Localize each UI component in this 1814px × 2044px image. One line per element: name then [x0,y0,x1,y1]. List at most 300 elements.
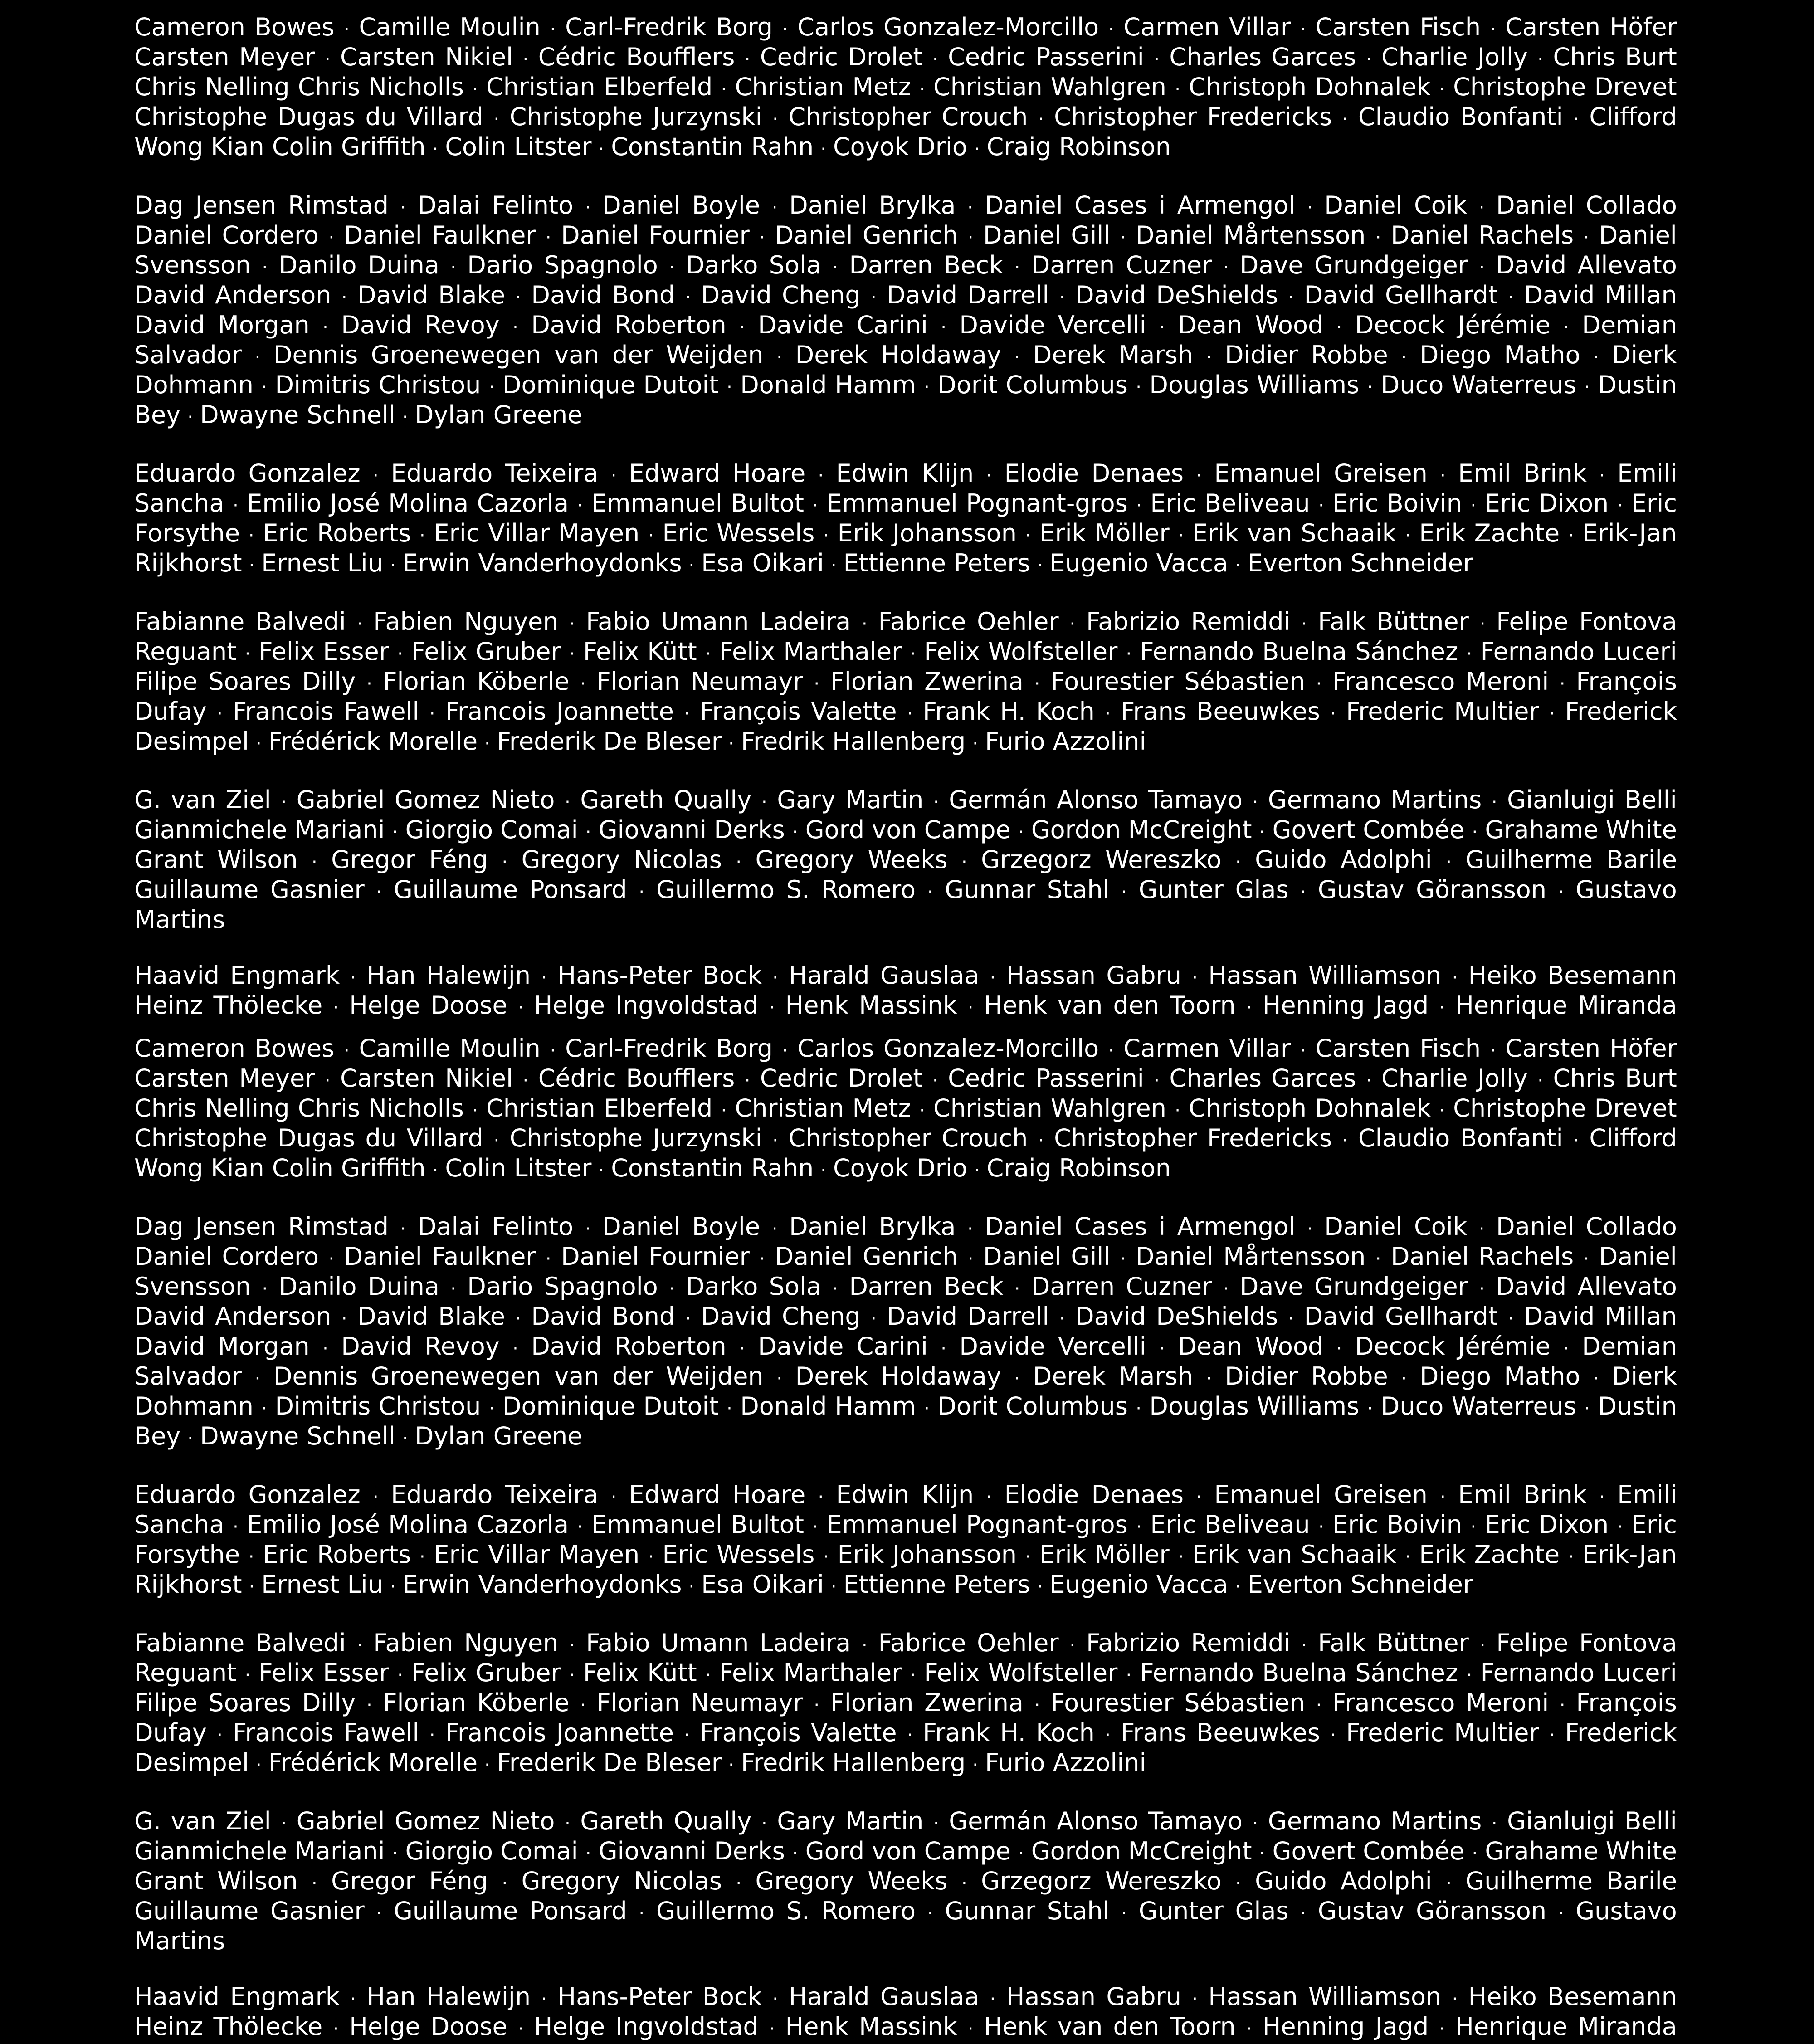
contributor-name-part: Eric [434,519,480,547]
contributor-name: Fredrik Hallenberg [741,727,966,756]
contributor-name-part: Collado [1585,1212,1677,1241]
separator-dot: · [1300,19,1306,40]
contributor-name-part: Besemann [1547,1982,1677,2011]
credit-line [134,875,1677,905]
contributor-name-part: Oehler [977,607,1059,636]
separator-dot: · [1025,525,1031,546]
contributor-name-part: Gabriel [296,785,385,814]
separator-dot: · [1508,1308,1514,1329]
contributor-name-part: Joannette [556,1718,674,1747]
contributor-name-part: Nieto [490,785,555,814]
contributor-name-part: Henrique [1455,991,1568,1020]
separator-dot: · [1154,1070,1160,1091]
contributor-name-part: Hassan [1006,961,1096,990]
contributor-name-part: S. [786,1897,810,1925]
contributor-name-part: H. [1000,1718,1026,1747]
contributor-name-part: Marthaler [783,1659,902,1687]
contributor-name-part: Hoare [732,1480,806,1509]
contributor-name-part: Boivin [1386,489,1463,517]
contributor-name-part: Fourestier [1051,667,1174,696]
contributor-name-part: Germán [949,785,1047,814]
contributor-name-part: Christopher [788,1124,931,1152]
separator-dot: · [823,1546,829,1567]
contributor-name-part: Giorgio [405,1837,493,1865]
separator-dot: · [397,644,403,664]
contributor-name-part: Borg [716,13,773,41]
contributor-name-part: Columbus [1005,1392,1128,1420]
contributor-name-part: Matho [1504,341,1580,369]
contributor-name-part: Brylka [878,191,956,220]
contributor-name-part: Emmanuel [591,1510,722,1539]
contributor-name: Dwayne Schnell [200,1422,396,1450]
contributor-name-part: Erik [1419,519,1466,547]
separator-dot: · [974,1160,980,1181]
contributor-name-part: Dean [1178,311,1243,339]
separator-dot: · [639,1903,645,1924]
contributor-name-part: Mayen [558,519,640,547]
contributor-name-part: Blake [438,1302,505,1331]
credit-line [134,518,1677,548]
contributor-name-part: Möller [1094,1540,1170,1569]
separator-dot: · [565,792,571,813]
contributor-name-part: Darren [849,1272,933,1301]
credits-block-d [134,1212,1677,1451]
separator-dot: · [261,1398,268,1419]
separator-dot: · [254,347,261,368]
contributor-name-part: Grant [134,845,204,874]
contributor-name-part: Dohnalek [1315,73,1431,101]
contributor-name-part: Carsten [134,43,229,71]
separator-dot: · [1288,287,1294,308]
separator-dot: · [1246,997,1252,1018]
contributor-name-part: Groenewegen [371,341,541,369]
contributor-name-part: Göransson [1416,1897,1547,1925]
contributor-name-part: Fabien [373,607,454,636]
contributor-name-part: Jurzynski [653,102,762,131]
contributor-name-part: Derek [1033,1362,1106,1390]
contributor-name-part: Erik [1192,519,1239,547]
separator-dot: · [967,227,974,248]
separator-dot: · [727,1398,732,1419]
contributor-name-part: Derek [1033,341,1106,369]
separator-dot: · [1452,1989,1458,2010]
contributor-name-part: Gregor [331,1867,415,1895]
credit-line [134,132,1677,162]
contributor-name-part: Henk [984,991,1047,1020]
separator-dot: · [350,967,356,988]
contributor-name-part: Burt [1625,1064,1677,1093]
separator-dot: · [941,1338,947,1359]
contributor-name-part: Cordero [222,1242,319,1271]
separator-dot: · [1105,703,1111,724]
contributor-name-part: David [1496,1272,1567,1301]
contributor-name-part: Carl-Fredrik [565,1034,707,1063]
contributor-name-part: Stahl [1047,1897,1110,1925]
separator-dot: · [924,1398,930,1419]
contributor-name-part: Gregory [755,1867,854,1895]
contributor-name-part: Govert [1272,815,1356,844]
contributor-name-part: Greisen [1334,1480,1428,1509]
contributor-name-part: Christou [378,1392,481,1420]
separator-dot: · [771,197,778,218]
contributor-name-part: Douglas [1149,1392,1249,1420]
separator-dot: · [585,1219,591,1239]
contributor-name-part: Hans-Peter [557,961,692,990]
separator-dot: · [1288,1308,1294,1329]
contributor-name-part: Esser [323,637,389,666]
contributor-name-part: Daniel [1324,191,1403,220]
credit-line [134,815,1677,845]
contributor-name-part: Boyle [692,1212,761,1241]
contributor-name-part: Dimitris [275,371,371,399]
contributor-name-part: Haavid [134,961,220,990]
separator-dot: · [1573,1130,1579,1151]
separator-dot: · [585,1843,591,1864]
separator-dot: · [1491,1813,1497,1834]
contributor-name-part: der [612,1362,653,1390]
contributor-name-part: Dave [1239,1272,1303,1301]
separator-dot: · [341,287,347,308]
separator-dot: · [1404,1546,1411,1567]
contributor-name-part: Donald [740,1392,827,1420]
contributor-name-part: Bond [612,281,675,309]
contributor-name-part: Wood [1255,311,1324,339]
separator-dot: · [1537,49,1544,70]
credits-block-h [134,1982,1677,2042]
contributor-name-part: Florian [596,667,680,696]
contributor-name-part: Didier [1224,1362,1298,1390]
separator-dot: · [610,1487,617,1507]
contributor-name-part: Diego [1419,1362,1491,1390]
contributor-name-part: Comai [500,815,578,844]
contributor-name-part: Sébastien [1184,667,1305,696]
separator-dot: · [256,733,262,754]
separator-dot: · [1439,2019,1445,2039]
separator-dot: · [577,495,583,516]
contributor-name-part: Daniel [561,1242,639,1271]
separator-dot: · [818,465,824,486]
separator-dot: · [569,1635,575,1656]
contributor-name-part: Dustin [1598,371,1677,399]
separator-dot: · [910,644,916,664]
separator-dot: · [493,1130,500,1151]
separator-dot: · [1316,1695,1322,1716]
contributor-name-part: Claudio [1358,1124,1450,1152]
contributor-name-part: Barile [1606,1867,1677,1895]
separator-dot: · [322,1338,328,1359]
contributor-name-part: Wahlgren [1050,73,1166,101]
separator-dot: · [1599,1487,1605,1507]
separator-dot: · [759,1249,765,1269]
contributor-name: Bey [134,400,181,429]
separator-dot: · [792,1843,798,1864]
contributor-name-part: Christou [378,371,481,399]
contributor-name-part: Gianmichele [134,1837,288,1865]
contributor-name-part: Neumayr [690,1688,803,1717]
separator-dot: · [727,377,732,398]
contributor-name-part: Nikiel [445,43,513,71]
contributor-name-part: Spagnolo [544,251,658,279]
separator-dot: · [728,733,734,754]
contributor-name-part: Fawell [343,697,419,726]
contributor-name: Frédérick Morelle [268,727,478,756]
contributor-name-part: Jolly [1477,1064,1528,1093]
credit-line [134,370,1677,400]
separator-dot: · [1593,1368,1599,1389]
separator-dot: · [1330,1725,1336,1746]
credit-line [134,548,1677,578]
contributor-name-part: Dennis [273,1362,358,1390]
separator-dot: · [356,614,363,634]
contributor-name-part: Boivin [1386,1510,1463,1539]
contributor-name-part: van [1058,2012,1103,2041]
contributor-name-part: Jérémie [1458,1332,1551,1361]
contributor-name-part: Salvador [134,1362,242,1390]
contributor-name-part: DeShields [1156,1302,1278,1331]
contributor-name-part: Beck [944,1272,1004,1301]
contributor-name-part: Dixon [1539,1510,1609,1539]
contributor-name: Frederik De Bleser [497,727,722,756]
separator-dot: · [961,1873,967,1894]
credits-section [134,12,1677,1020]
contributor-name: Martins [134,905,225,934]
contributor-name-part: Beeuwkes [1196,697,1320,726]
contributor-name-part: Ziel [225,1807,271,1835]
separator-dot: · [721,1100,727,1121]
separator-dot: · [580,673,586,694]
contributor-name-part: Dominique [502,1392,636,1420]
contributor-name-part: Dean [1178,1332,1243,1361]
contributor-name-part: David [887,281,958,309]
contributor-name-part: Gabru [1106,1982,1181,2011]
separator-dot: · [333,2019,339,2039]
contributor-name-part: Halewijn [426,1982,531,2011]
contributor-name-part: Christoph [1189,73,1307,101]
contributor-name-part: Germán [949,1807,1047,1835]
contributor-name-part: Carsten [1315,13,1411,41]
contributor-name-part: Charlie [1381,43,1468,71]
credit-line [134,1628,1677,1658]
separator-dot: · [261,377,268,398]
contributor-name-part: Sancha [134,489,224,517]
contributor-name-part: Carl-Fredrik [565,13,707,41]
contributor-name-part: Haavid [134,1982,220,2011]
contributor-name-part: Jolly [1477,43,1528,71]
contributor-name-part: Daniel [775,221,853,249]
separator-dot: · [685,287,691,308]
contributor-name-part: Henrique [1455,2012,1568,2041]
contributor-name-part: Beck [944,251,1004,279]
contributor-name-part: Emili [1617,1480,1677,1509]
contributor-name-part: Christopher [1054,1124,1197,1152]
contributor-name-part: Gustav [1317,875,1404,904]
contributor-name-part: Boufflers [626,43,735,71]
contributor-name-part: David [134,1302,205,1331]
separator-dot: · [610,465,617,486]
contributor-name-part: Matho [1504,1362,1580,1390]
contributor-name-part: Meroni [1466,1688,1549,1717]
contributor-name-part: Grzegorz [981,845,1092,874]
contributor-name-part: Chris [297,1094,361,1122]
contributor-name-part: David [531,281,602,309]
contributor-name-part: Koch [1036,697,1095,726]
contributor-name-part: Felix [583,1659,639,1687]
contributor-name-part: Felix [924,1659,980,1687]
contributor-name-part: Massink [859,2012,957,2041]
contributor-name-part: Helge [349,2012,420,2041]
contributor-name-part: Eric [263,519,309,547]
contributor-name-part: Eduardo [134,459,236,488]
credits-block-c [134,12,1677,162]
contributor-name-part: Alonso [1057,785,1139,814]
separator-dot: · [776,347,782,368]
contributor-name-part: Daniel [1496,191,1575,220]
contributor-name-part: Kütt [647,637,697,666]
separator-dot: · [512,317,518,338]
contributor-name-part: François [1576,667,1677,696]
contributor-name: Coyok Drio [833,1154,967,1182]
contributor-name-part: Eric [1484,489,1531,517]
contributor-name-part: Camille [359,13,451,41]
contributor-name-part: Elodie [1004,1480,1079,1509]
separator-dot: · [862,1635,868,1656]
contributor-name-part: Cheng [782,281,861,309]
separator-dot: · [1159,1338,1165,1359]
contributor-name-part: Anderson [215,281,332,309]
contributor-name-part: François [700,1718,801,1747]
contributor-name-part: Florian [596,1688,680,1717]
contributor-name-part: Gareth [580,785,664,814]
credit-line [134,1540,1677,1570]
contributor-name-part: Darren [1031,1272,1115,1301]
contributor-name-part: Nelling [205,73,290,101]
contributor-name-part: Carmen [1123,13,1220,41]
separator-dot: · [484,733,490,754]
contributor-name-part: Cedric [948,43,1026,71]
separator-dot: · [1034,673,1040,694]
contributor-name-part: Marthaler [783,637,902,666]
contributor-name-part: Gunter [1138,875,1224,904]
separator-dot: · [217,703,223,724]
credits-block-f [134,1628,1677,1778]
contributor-name-part: Donald [740,371,827,399]
separator-dot: · [1192,1989,1198,2010]
separator-dot: · [1478,197,1485,218]
contributor-name-part: Carini [856,311,928,339]
separator-dot: · [545,1249,551,1269]
contributor-name-part: Multier [1454,697,1539,726]
contributor-name-part: McCreight [1128,815,1252,844]
contributor-name: Eugenio Vacca [1049,1570,1228,1599]
contributor-name-part: Erik [1039,519,1086,547]
separator-dot: · [1223,1278,1229,1299]
contributor-name-part: Felipe [1496,1629,1569,1657]
separator-dot: · [967,1249,974,1269]
credit-line [134,1361,1677,1391]
contributor-name: Rijkhorst [134,549,242,577]
contributor-name-part: Mårtensson [1223,1242,1366,1271]
credit-line [134,1836,1677,1866]
separator-dot: · [432,139,439,160]
separator-dot: · [1159,317,1165,338]
contributor-name-part: Miranda [1578,2012,1677,2041]
separator-dot: · [1336,317,1342,338]
contributor-name-part: Felipe [1496,607,1569,636]
separator-dot: · [249,555,255,576]
separator-dot: · [254,1368,261,1389]
separator-dot: · [907,703,913,724]
contributor-name-part: Barile [1606,845,1677,874]
contributor-name-part: Vercelli [1058,1332,1146,1361]
contributor-name-part: Fredericks [1207,102,1332,131]
contributor-name-part: Grahame [1485,1837,1599,1865]
contributor-name-part: Adolphi [1340,845,1432,874]
contributor-name: Desimpel [134,1748,249,1777]
contributor-name-part: van [1247,519,1292,547]
separator-dot: · [1018,822,1024,843]
contributor-name-part: Gregory [521,1867,620,1895]
contributor-name: Ettienne Peters [843,1570,1030,1599]
separator-dot: · [919,79,925,100]
separator-dot: · [685,1308,691,1329]
credit-line [134,1866,1677,1896]
credit-line [134,102,1677,132]
separator-dot: · [400,197,406,218]
separator-dot: · [580,1695,586,1716]
contributor-name-part: Massink [859,991,957,1020]
contributor-name-part: Vercelli [1058,311,1146,339]
separator-dot: · [684,1725,690,1746]
contributor-name-part: Crouch [941,1124,1028,1152]
credit-line [134,1570,1677,1600]
contributor-name-part: Dennis [273,341,358,369]
contributor-name-part: Luceri [1603,637,1677,666]
contributor-name-part: Fontova [1579,1629,1677,1657]
contributor-name-part: Gauslaa [880,961,980,990]
contributor-name: Craig Robinson [986,132,1171,161]
contributor-name-part: Fabianne [134,607,245,636]
contributor-name-part: Giorgio [405,815,493,844]
credits-block-d [134,190,1677,430]
separator-dot: · [1175,1100,1180,1121]
separator-dot: · [1235,555,1241,576]
contributor-name: Ernest Liu [261,1570,383,1599]
contributor-name-part: Fabio [586,607,650,636]
separator-dot: · [1466,644,1473,664]
separator-dot: · [932,1070,938,1091]
contributor-name-part: Guido [1255,845,1327,874]
separator-dot: · [1069,1635,1076,1656]
contributor-name-part: Charles [1169,43,1262,71]
contributor-name-part: Boyle [692,191,761,220]
contributor-name: Constantin Rahn [611,1154,814,1182]
contributor-name-part: Didier [1224,341,1298,369]
contributor-name: Constantin Rahn [611,132,814,161]
contributor-name-part: Soares [208,1688,292,1717]
contributor-name-part: Ingvoldstad [615,991,759,1020]
contributor-name-part: Eric [1332,1510,1379,1539]
separator-dot: · [739,1338,745,1359]
contributor-name-part: Elberfeld [604,73,713,101]
contributor-name-part: François [1576,1688,1677,1717]
separator-dot: · [1330,703,1336,724]
separator-dot: · [1549,703,1555,724]
contributor-name-part: David [531,311,602,339]
separator-dot: · [1479,1278,1485,1299]
separator-dot: · [1439,997,1445,1018]
separator-dot: · [639,882,645,902]
separator-dot: · [967,1219,973,1239]
